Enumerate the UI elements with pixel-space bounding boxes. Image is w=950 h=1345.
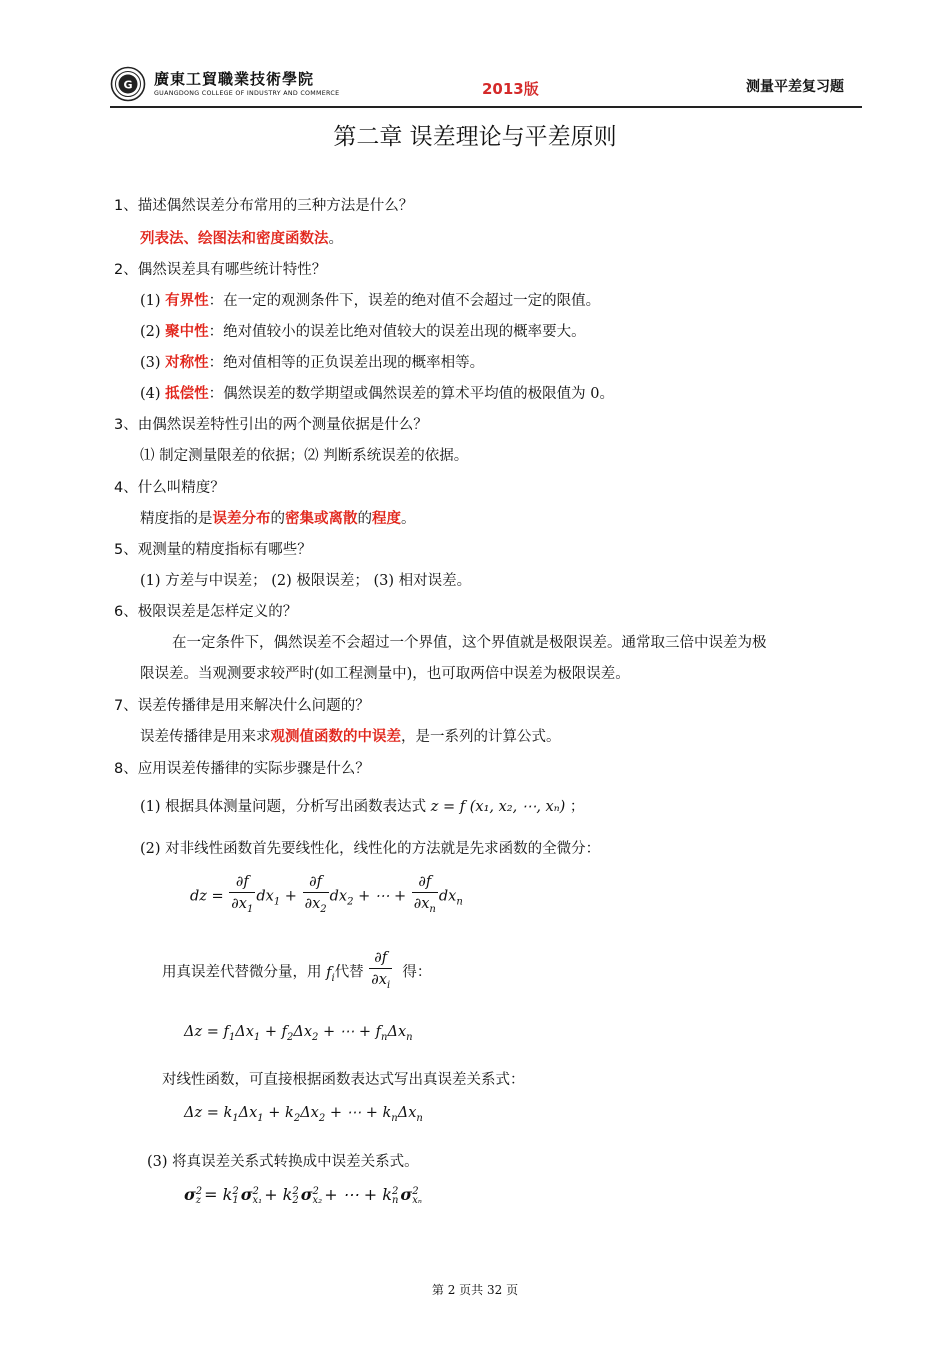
highlight-span: 误差分布 xyxy=(212,510,271,527)
item-text: ：在一定的观测条件下，误差的绝对值不会超过一定的限值。 xyxy=(208,293,601,309)
question-8: 8、应用误差传播律的实际步骤是什么？ xyxy=(114,761,370,777)
answer-3: ⑴ 制定测量限差的依据；⑵ 判断系统误差的依据。 xyxy=(140,448,469,464)
text-span: 精度指的是 xyxy=(140,511,213,527)
page-header xyxy=(110,64,862,108)
answer-1-highlight: 列表法、绘图法和密度函数法 xyxy=(140,230,329,247)
item-text: ：绝对值较小的误差比绝对值较大的误差出现的概率要大。 xyxy=(208,324,586,340)
linear-true-error-formula: $\Delta z = k_1\Delta x_1 + k_2\Delta x_2$ + ⋯ + $k_n\Delta x_n$ xyxy=(184,1105,423,1124)
chapter-title: 第二章 误差理论与平差原则 xyxy=(333,124,617,150)
answer-2-item-4 xyxy=(140,382,614,403)
text-span: 得： xyxy=(402,964,432,981)
answer-6-line-1: 在一定条件下，偶然误差不会超过一个界值，这个界值就是极限误差。通常取三倍中误差为极 xyxy=(172,635,767,651)
partial-fraction: $\frac{\partial f}{\partial x_1}$ xyxy=(231,874,254,915)
answer-2-item-2 xyxy=(140,320,586,341)
step-2: (2) 对非线性函数首先要线性化，线性化的方法就是先求函数的全微分： xyxy=(140,841,601,857)
question-5: 5、观测量的精度指标有哪些？ xyxy=(114,542,312,558)
partial-fraction: $\frac{\partial f}{\partial x_2}$ xyxy=(304,874,327,915)
linear-function-text: 对线性函数，可直接根据函数表达式写出真误差关系式： xyxy=(162,1072,525,1088)
step-3: (3) 将真误差关系式转换成中误差关系式。 xyxy=(147,1154,419,1170)
text-span: 代替 xyxy=(334,964,364,981)
question-4: 4、什么叫精度？ xyxy=(114,480,225,496)
text-span: 误差传播律是用来求 xyxy=(140,729,271,745)
answer-2-item-3 xyxy=(140,351,484,372)
variance-formula: σ2 z = k2 1 σ2 x₁ + k2 2 σ2 x₂ + ⋯ + k2 n σ2 xₙ xyxy=(184,1185,422,1206)
answer-1-tail: 。 xyxy=(328,231,343,247)
answer-2-item-1 xyxy=(140,289,600,310)
text-span: 的 xyxy=(270,511,285,527)
question-7: 7、误差传播律是用来解决什么问题的？ xyxy=(114,698,370,714)
item-number: (4) xyxy=(140,386,161,402)
item-label: 聚中性 xyxy=(165,323,209,340)
item-number: (1) xyxy=(140,293,161,309)
text-span: 用真误差代替微分量，用 xyxy=(162,964,322,981)
highlight-span: 程度 xyxy=(372,510,401,527)
answer-5: (1) 方差与中误差； (2) 极限误差； (3) 相对误差。 xyxy=(140,573,472,589)
function-expression: z = f (x₁, x₂, ⋯, xₙ) xyxy=(430,799,566,815)
question-3: 3、由偶然误差特性引出的两个测量依据是什么？ xyxy=(114,417,428,433)
question-6: 6、极限误差是怎样定义的？ xyxy=(114,604,298,620)
answer-6-line-2: 限误差。当观测要求较严时(如工程测量中)，也可取两倍中误差为极限误差。 xyxy=(140,666,630,682)
edition-label: 2013版 xyxy=(482,80,539,98)
question-1: 1、描述偶然误差分布常用的三种方法是什么？ xyxy=(114,198,414,214)
document-title: 测量平差复习题 xyxy=(746,79,844,95)
item-text: ：绝对值相等的正负误差出现的概率相等。 xyxy=(208,355,485,371)
item-number: (2) xyxy=(140,324,161,340)
text-span: 的 xyxy=(357,511,372,527)
total-differential-formula: dz = $\frac{\partial f}{\partial x_1}$ $dx_1$ + $\frac{\partial f}{\partial x_2}$ $dx_2$ + ⋯ + $\frac{\partial f}{\partial x_n}$ $dx_n$ xyxy=(190,872,463,921)
item-label: 抵偿性 xyxy=(165,385,209,402)
answer-4 xyxy=(140,507,416,528)
step-1 xyxy=(140,795,584,816)
step-1-text: (1) 根据具体测量问题，分析写出函数表达式 xyxy=(140,799,427,815)
college-logo xyxy=(110,66,146,102)
item-number: (3) xyxy=(140,355,161,371)
highlight-span: 观测值函数的中误差 xyxy=(270,728,401,745)
highlight-span: 密集或离散 xyxy=(285,510,358,527)
replacement-line: 用真误差代替微分量，用 $f_i$代替 $\frac{\partial f}{\partial x_i}$ 得： xyxy=(162,948,431,997)
school-name-cn: 廣東工貿職業技術學院 xyxy=(154,70,315,88)
text-span: ，是一系列的计算公式。 xyxy=(401,729,561,745)
answer-1 xyxy=(140,227,343,248)
svg-text:G: G xyxy=(123,78,133,92)
item-text: ：偶然误差的数学期望或偶然误差的算术平均值的极限值为 0。 xyxy=(208,386,614,402)
partial-fraction: $\frac{\partial f}{\partial x_i}$ xyxy=(371,950,391,991)
school-name-en: GUANGDONG COLLEGE OF INDUSTRY AND COMMERCE xyxy=(154,90,340,97)
partial-fraction: $\frac{\partial f}{\partial x_n}$ xyxy=(413,874,436,915)
answer-7 xyxy=(140,725,561,746)
item-label: 有界性 xyxy=(165,292,209,309)
text-span: 。 xyxy=(401,511,416,527)
step-1-tail: ； xyxy=(569,799,585,815)
question-2: 2、偶然误差具有哪些统计特性？ xyxy=(114,262,327,278)
page-footer: 第 2 页共 32 页 xyxy=(431,1283,519,1297)
item-label: 对称性 xyxy=(165,354,209,371)
true-error-formula: $\Delta z = f_1\Delta x_1 + f_2\Delta x_2$ + ⋯ + $f_n\Delta x_n$ xyxy=(184,1024,413,1043)
